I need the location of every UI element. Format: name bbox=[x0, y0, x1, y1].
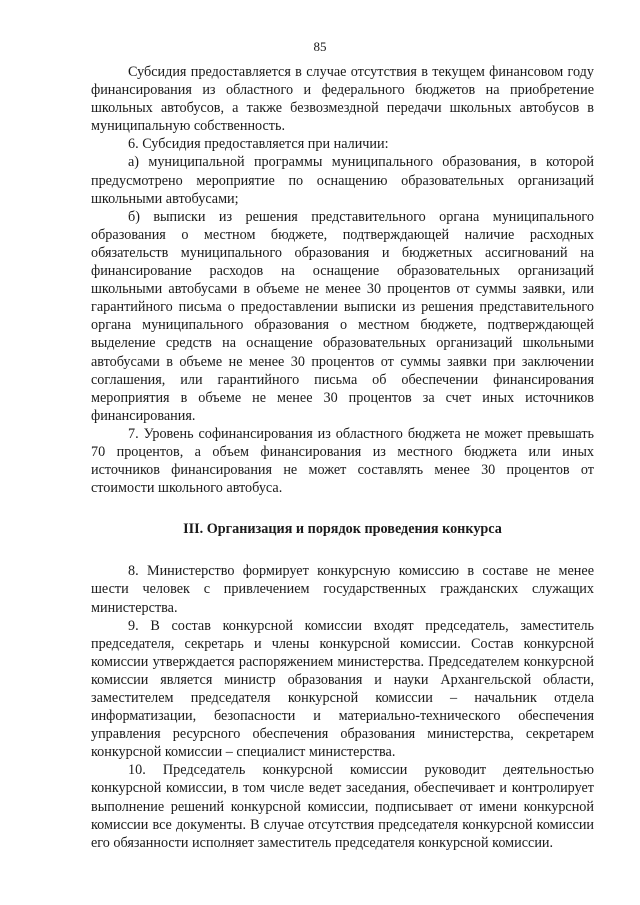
section-heading: III. Организация и порядок проведения конкурса bbox=[183, 521, 502, 538]
paragraph-10: 10. Председатель конкурсной комиссии руководит деятельностью конкурсной комиссии, в том числе ведет заседания, обеспечивает и контролирует выполнение решений конкурсной комиссии, подписывает от имени конкурсной комиссии все документы. В случае отсутствия председателя конкурсной комиссии его обязанности исполняет заместитель председателя конкурсной комиссии. bbox=[91, 762, 594, 851]
paragraph-6: 6. Субсидия предоставляется при наличии: bbox=[128, 136, 389, 153]
paragraph-8: 8. Министерство формирует конкурсную комиссию в составе не менее шести человек с привлечением государственных гражданских служащих министерства. bbox=[91, 563, 594, 616]
paragraph-6a: а) муниципальной программы муниципального образования, в которой предусмотрено мероприятие по оснащению образовательных организаций школьными автобусами; bbox=[91, 154, 594, 207]
paragraph-7: 7. Уровень софинансирования из областного бюджета не может превышать 70 процентов, а объем финансирования из местного бюджета или иных источников финансирования не может составлять менее 30 процентов от стоимости школьного автобуса. bbox=[91, 425, 594, 497]
paragraph-6b: б) выписки из решения представительного органа муниципального образования о местном бюджете, подтверждающей наличие расходных обязательств муниципального образования и бюджетных ассигнований на финансирование расходов на оснащение образовательных организаций школьными автобусами в объеме не менее 30 процентов от суммы заявки, или гарантийного письма о предоставлении выписки из решения представительного органа муниципального образования о местном бюджете, подтверждающей выделение средств на оснащение образовательных организаций школьными автобусами в объеме не менее 30 процентов от суммы заявки при заключении соглашения, или гарантийного письма об обеспечении финансирования мероприятия в объеме не менее 30 процентов за счет иных источников финансирования. bbox=[91, 208, 594, 424]
document-body bbox=[91, 63, 594, 852]
page-number: 85 bbox=[313, 39, 327, 54]
paragraph-subsidy-conditions: Субсидия предоставляется в случае отсутствия в текущем финансовом году финансирования из областного и федерального бюджетов на приобретение школьных автобусов, а также безвозмездной передачи школьных автобусов в муниципальную собственность. bbox=[91, 64, 594, 135]
paragraph-9: 9. В состав конкурсной комиссии входят председатель, заместитель председателя, секретарь и члены конкурсной комиссии. Состав конкурсной комиссии утверждается распоряжением министерства. Председателем конкурсной комиссии является министр образования и науки Архангельской области, заместителем председателя конкурсной комиссии – начальник отдела информатизации, безопасности и материально-технического обеспечения управления ресурсного обеспечения образования министерства, секретарем конкурсной комиссии – специалист министерства. bbox=[91, 617, 594, 761]
